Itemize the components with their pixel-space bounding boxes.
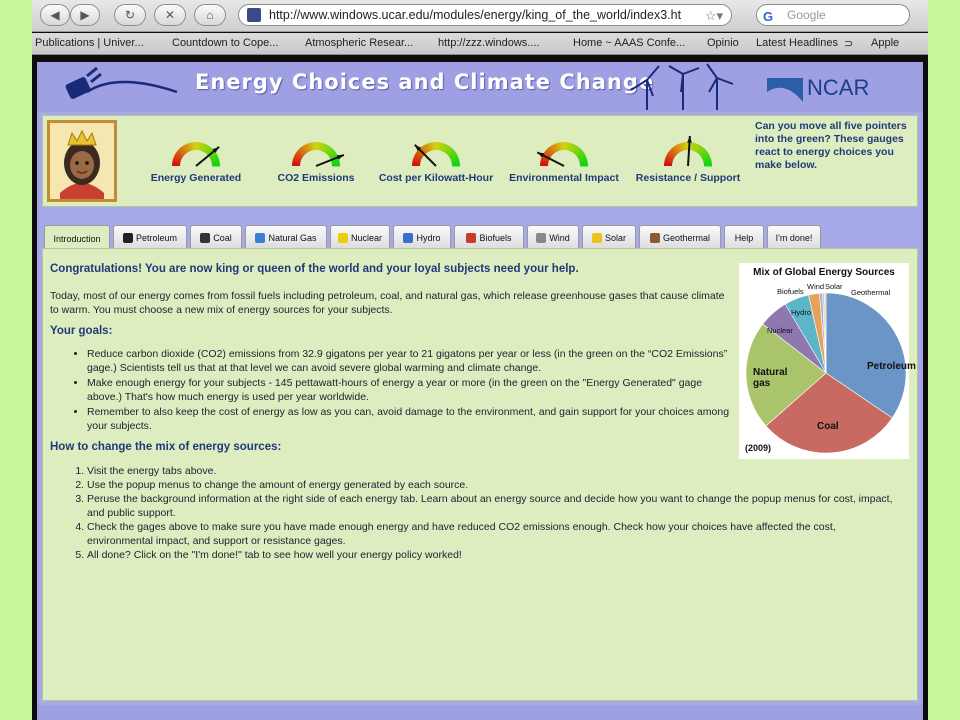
tab-label: Nuclear <box>350 232 382 243</box>
forward-button[interactable] <box>70 4 100 26</box>
chart-year-note: (2009) <box>745 443 772 453</box>
gas-flame-icon <box>255 233 265 243</box>
wind-turbines-icon <box>617 62 737 112</box>
bookmark-item[interactable]: Latest Headlines <box>756 37 838 49</box>
radiation-icon <box>338 233 348 243</box>
search-field[interactable] <box>756 4 910 26</box>
pie-label: Geothermal <box>851 288 891 297</box>
queen-avatar <box>47 120 117 202</box>
intro-paragraph: Today, most of our energy comes from fossil fuels including petroleum, coal, and natural gas, which release greenhouse gases that cause climate to warm. You must choose a new mix of energy sources for your subjects. <box>50 290 725 316</box>
home-icon: ⌂ <box>206 8 214 22</box>
gauge-panel <box>42 115 918 207</box>
wind-turbine-icon <box>536 233 546 243</box>
tab-label: Geothermal <box>662 232 711 243</box>
gauge-dial <box>653 134 723 170</box>
stop-button[interactable] <box>154 4 186 26</box>
gauge-label: Environmental Impact <box>509 172 619 184</box>
introduction-panel <box>42 248 918 701</box>
list-item: 1. Visit the energy tabs above. <box>87 464 893 478</box>
gauge-energy-generated <box>131 134 261 194</box>
goals-list <box>73 347 733 434</box>
gauge-dial <box>281 134 351 170</box>
sun-icon <box>592 233 602 243</box>
site-banner <box>37 62 923 112</box>
gauge-instructions: Can you move all five pointers into the green? These gauges react to energy choices you make below. <box>755 120 907 171</box>
gauge-cost-per-kwh <box>371 134 501 194</box>
gauge-dial <box>161 134 231 170</box>
site-title: Energy Choices and Climate Change <box>195 70 655 94</box>
bookmark-item[interactable]: Opinio <box>707 37 739 49</box>
bookmark-item[interactable]: Publications | Univer... <box>35 37 144 49</box>
tab-help[interactable] <box>724 225 764 249</box>
reload-button[interactable] <box>114 4 146 26</box>
pie-label: Coal <box>817 421 839 432</box>
power-plug-icon <box>57 62 217 112</box>
pie-label: Hydro <box>791 308 812 317</box>
tab-geothermal[interactable] <box>639 225 721 249</box>
address-bar[interactable] <box>238 4 732 26</box>
gauge-label: Energy Generated <box>150 172 242 184</box>
list-item: • Make enough energy for your subjects - 145 pettawatt-hours of energy a year or more (in the green on the "Energy Generated" gage above.) That's how much energy is used per year worldwide. <box>87 376 733 404</box>
tab-nuclear[interactable] <box>330 225 390 249</box>
rss-icon: ⊃ <box>844 38 854 50</box>
tab-label: Introduction <box>53 233 101 244</box>
list-item: 4. Check the gages above to make sure you have made enough energy and have reduced CO2 emissions enough. Check how your choices have affected the cost, environmental impact, and support or resistance gages. <box>87 520 893 548</box>
bookmarks-bar <box>32 33 928 55</box>
back-button[interactable] <box>40 4 70 26</box>
leaf-icon <box>466 233 476 243</box>
pie-label: Natural gas <box>753 367 788 389</box>
gauge-label: CO2 Emissions <box>277 172 355 184</box>
tab-coal[interactable] <box>190 225 242 249</box>
page-footer <box>37 705 923 720</box>
tab-label: I'm done! <box>775 232 813 243</box>
how-to-heading: How to change the mix of energy sources: <box>50 441 282 453</box>
energy-tabs <box>44 225 918 249</box>
web-page <box>37 62 923 720</box>
ncar-wave-icon <box>767 72 803 102</box>
tab-label: Wind <box>549 232 570 243</box>
bookmark-star-icon[interactable]: ☆▾ <box>704 8 723 23</box>
list-item: 5. All done? Click on the "I'm done!" tab to see how well your energy policy worked! <box>87 548 893 562</box>
gauge-co2-emissions <box>251 134 381 194</box>
back-arrow-icon: ◀ <box>50 8 60 22</box>
tab-label: Coal <box>213 232 232 243</box>
tab-label: Petroleum <box>135 232 178 243</box>
gauge-environmental-impact <box>499 134 629 194</box>
pie-label: Solar <box>825 282 843 291</box>
list-item: • Reduce carbon dioxide (CO2) emissions from 32.9 gigatons per year to 21 gigatons per year or less (in the green on the “CO2 Emissions” gage.) Scientists tell us that at that level we can avoid severe global warming and climate change. <box>87 347 733 375</box>
water-icon <box>403 233 413 243</box>
bookmark-item[interactable]: Atmospheric Resear... <box>305 37 414 49</box>
search-placeholder: Google <box>787 8 826 22</box>
pie-label: Wind <box>807 282 825 291</box>
gauge-dial <box>529 134 599 170</box>
ncar-logo[interactable] <box>767 70 879 104</box>
volcano-icon <box>650 233 660 243</box>
goals-heading: Your goals: <box>50 325 113 337</box>
bookmark-item[interactable]: http://zzz.windows.... <box>438 37 540 49</box>
ncar-wordmark: NCAR <box>807 75 870 100</box>
steps-list <box>73 464 893 562</box>
tab-hydro[interactable] <box>393 225 451 249</box>
bookmark-item[interactable]: Countdown to Cope... <box>172 37 279 49</box>
tab-petroleum[interactable] <box>113 225 187 249</box>
oil-drop-icon <box>123 233 133 243</box>
stop-icon: ✕ <box>164 8 176 22</box>
tab-natural-gas[interactable] <box>245 225 327 249</box>
pie-label: Biofuels <box>777 287 804 296</box>
forward-arrow-icon: ▶ <box>80 8 90 22</box>
energy-mix-chart <box>739 263 916 459</box>
coal-icon <box>200 233 210 243</box>
tab-label: Help <box>734 232 754 243</box>
list-item: 3. Peruse the background information at the right side of each energy tab. Learn about an energy source and decide how you want to change the popup menus for cost, impact, and public support. <box>87 492 893 520</box>
gauge-dial <box>401 134 471 170</box>
gauge-resistance-support <box>623 134 753 194</box>
site-favicon-icon <box>247 8 261 22</box>
list-item: 2. Use the popup menus to change the amount of energy generated by each source. <box>87 478 893 492</box>
pie-chart <box>739 263 916 459</box>
bookmark-item[interactable]: Home ~ AAAS Confe... <box>573 37 686 49</box>
tab-biofuels[interactable] <box>454 225 524 249</box>
chart-title: Mix of Global Energy Sources <box>753 267 895 278</box>
tab-im-done[interactable] <box>767 225 821 249</box>
gauge-label: Cost per Kilowatt-Hour <box>378 172 494 184</box>
reload-icon: ↻ <box>124 8 136 22</box>
list-item: • Remember to also keep the cost of energy as low as you can, avoid damage to the environment, and gain support for your choices among your subjects. <box>87 405 733 433</box>
browser-toolbar <box>32 0 928 32</box>
pie-label: Petroleum <box>867 361 916 372</box>
tab-solar[interactable] <box>582 225 636 249</box>
gauge-label: Resistance / Support <box>635 172 741 184</box>
tab-wind[interactable] <box>527 225 579 249</box>
address-text: http://www.windows.ucar.edu/modules/energy/king_of_the_world/index3.ht <box>269 8 682 22</box>
bookmark-item[interactable]: Apple <box>871 37 900 49</box>
browser-window <box>32 0 928 720</box>
google-search-icon: G <box>763 9 774 24</box>
tab-label: Hydro <box>416 232 441 243</box>
tab-label: Solar <box>604 232 626 243</box>
home-button[interactable] <box>194 4 226 26</box>
congratulations-heading: Congratulations! You are now king or queen of the world and your loyal subjects need your help. <box>50 263 579 275</box>
tab-label: Natural Gas <box>268 232 317 243</box>
pie-label: Nuclear <box>767 326 793 335</box>
tab-label: Biofuels <box>479 232 512 243</box>
gauge-needle-tip <box>687 136 692 143</box>
